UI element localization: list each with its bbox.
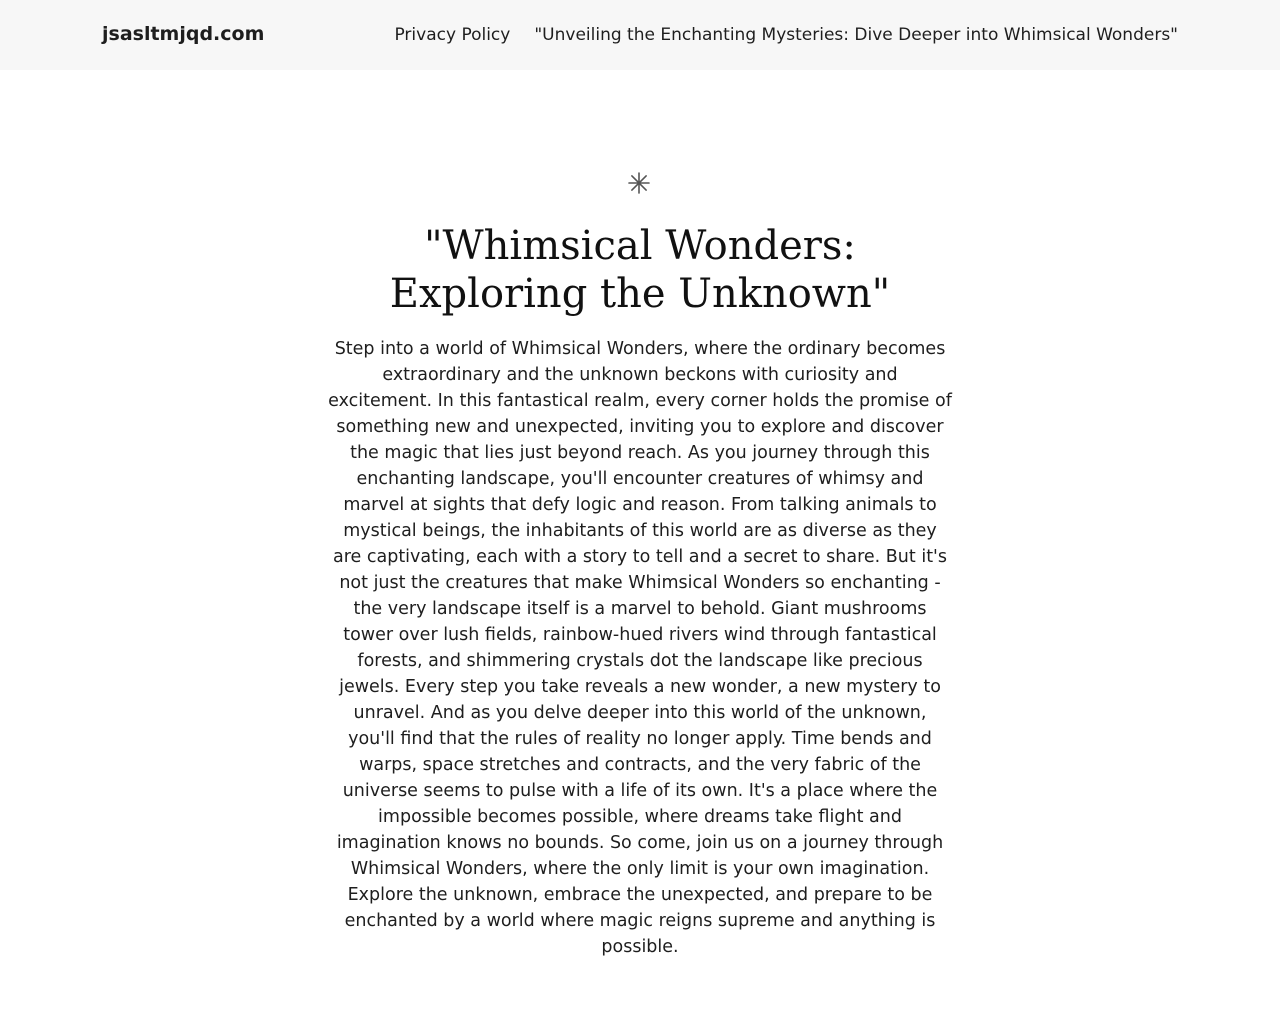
main-navigation xyxy=(394,23,1178,47)
site-title-link[interactable]: jsasltmjqd.com xyxy=(102,23,265,45)
post-title: "Whimsical Wonders: Exploring the Unknown" xyxy=(389,223,891,317)
asterisk-icon xyxy=(626,170,652,196)
post-body: Step into a world of Whimsical Wonders, where the ordinary becomes extraordinary and the unknown beckons with curiosity and excitement. In this fantastical realm, every corner holds the promise of something new and unexpected, inviting you to explore and discover the magic that lies just beyond reach. As you journey through this enchanting landscape, you'll encounter creatures of whimsy and marvel at sights that defy logic and reason. From talking animals to mystical beings, the inhabitants of this world are as diverse as they are captivating, each with a story to tell and a secret to share. But it's not just the creatures that make Whimsical Wonders so enchanting - the very landscape itself is a marvel to behold. Giant mushrooms tower over lush fields, rainbow-hued rivers wind through fantastical forests, and shimmering crystals dot the landscape like precious jewels. Every step you take reveals a new wonder, a new mystery to unravel. And as you delve deeper into this world of the unknown, you'll find that the rules of reality no longer apply. Time bends and warps, space stretches and contracts, and the very fabric of the universe seems to pulse with a life of its own. It's a place where the impossible becomes possible, where dreams take flight and imagination knows no bounds. So come, join us on a journey through Whimsical Wonders, where the only limit is your own imagination. Explore the unknown, embrace the unexpected, and prepare to be enchanted by a world where magic reigns supreme and anything is possible. xyxy=(328,339,952,957)
nav-link-privacy-policy[interactable]: Privacy Policy xyxy=(394,25,511,45)
site-header xyxy=(0,0,1280,70)
nav-link-unveiling-post[interactable]: "Unveiling the Enchanting Mysteries: Dive Deeper into Whimsical Wonders" xyxy=(534,25,1178,45)
